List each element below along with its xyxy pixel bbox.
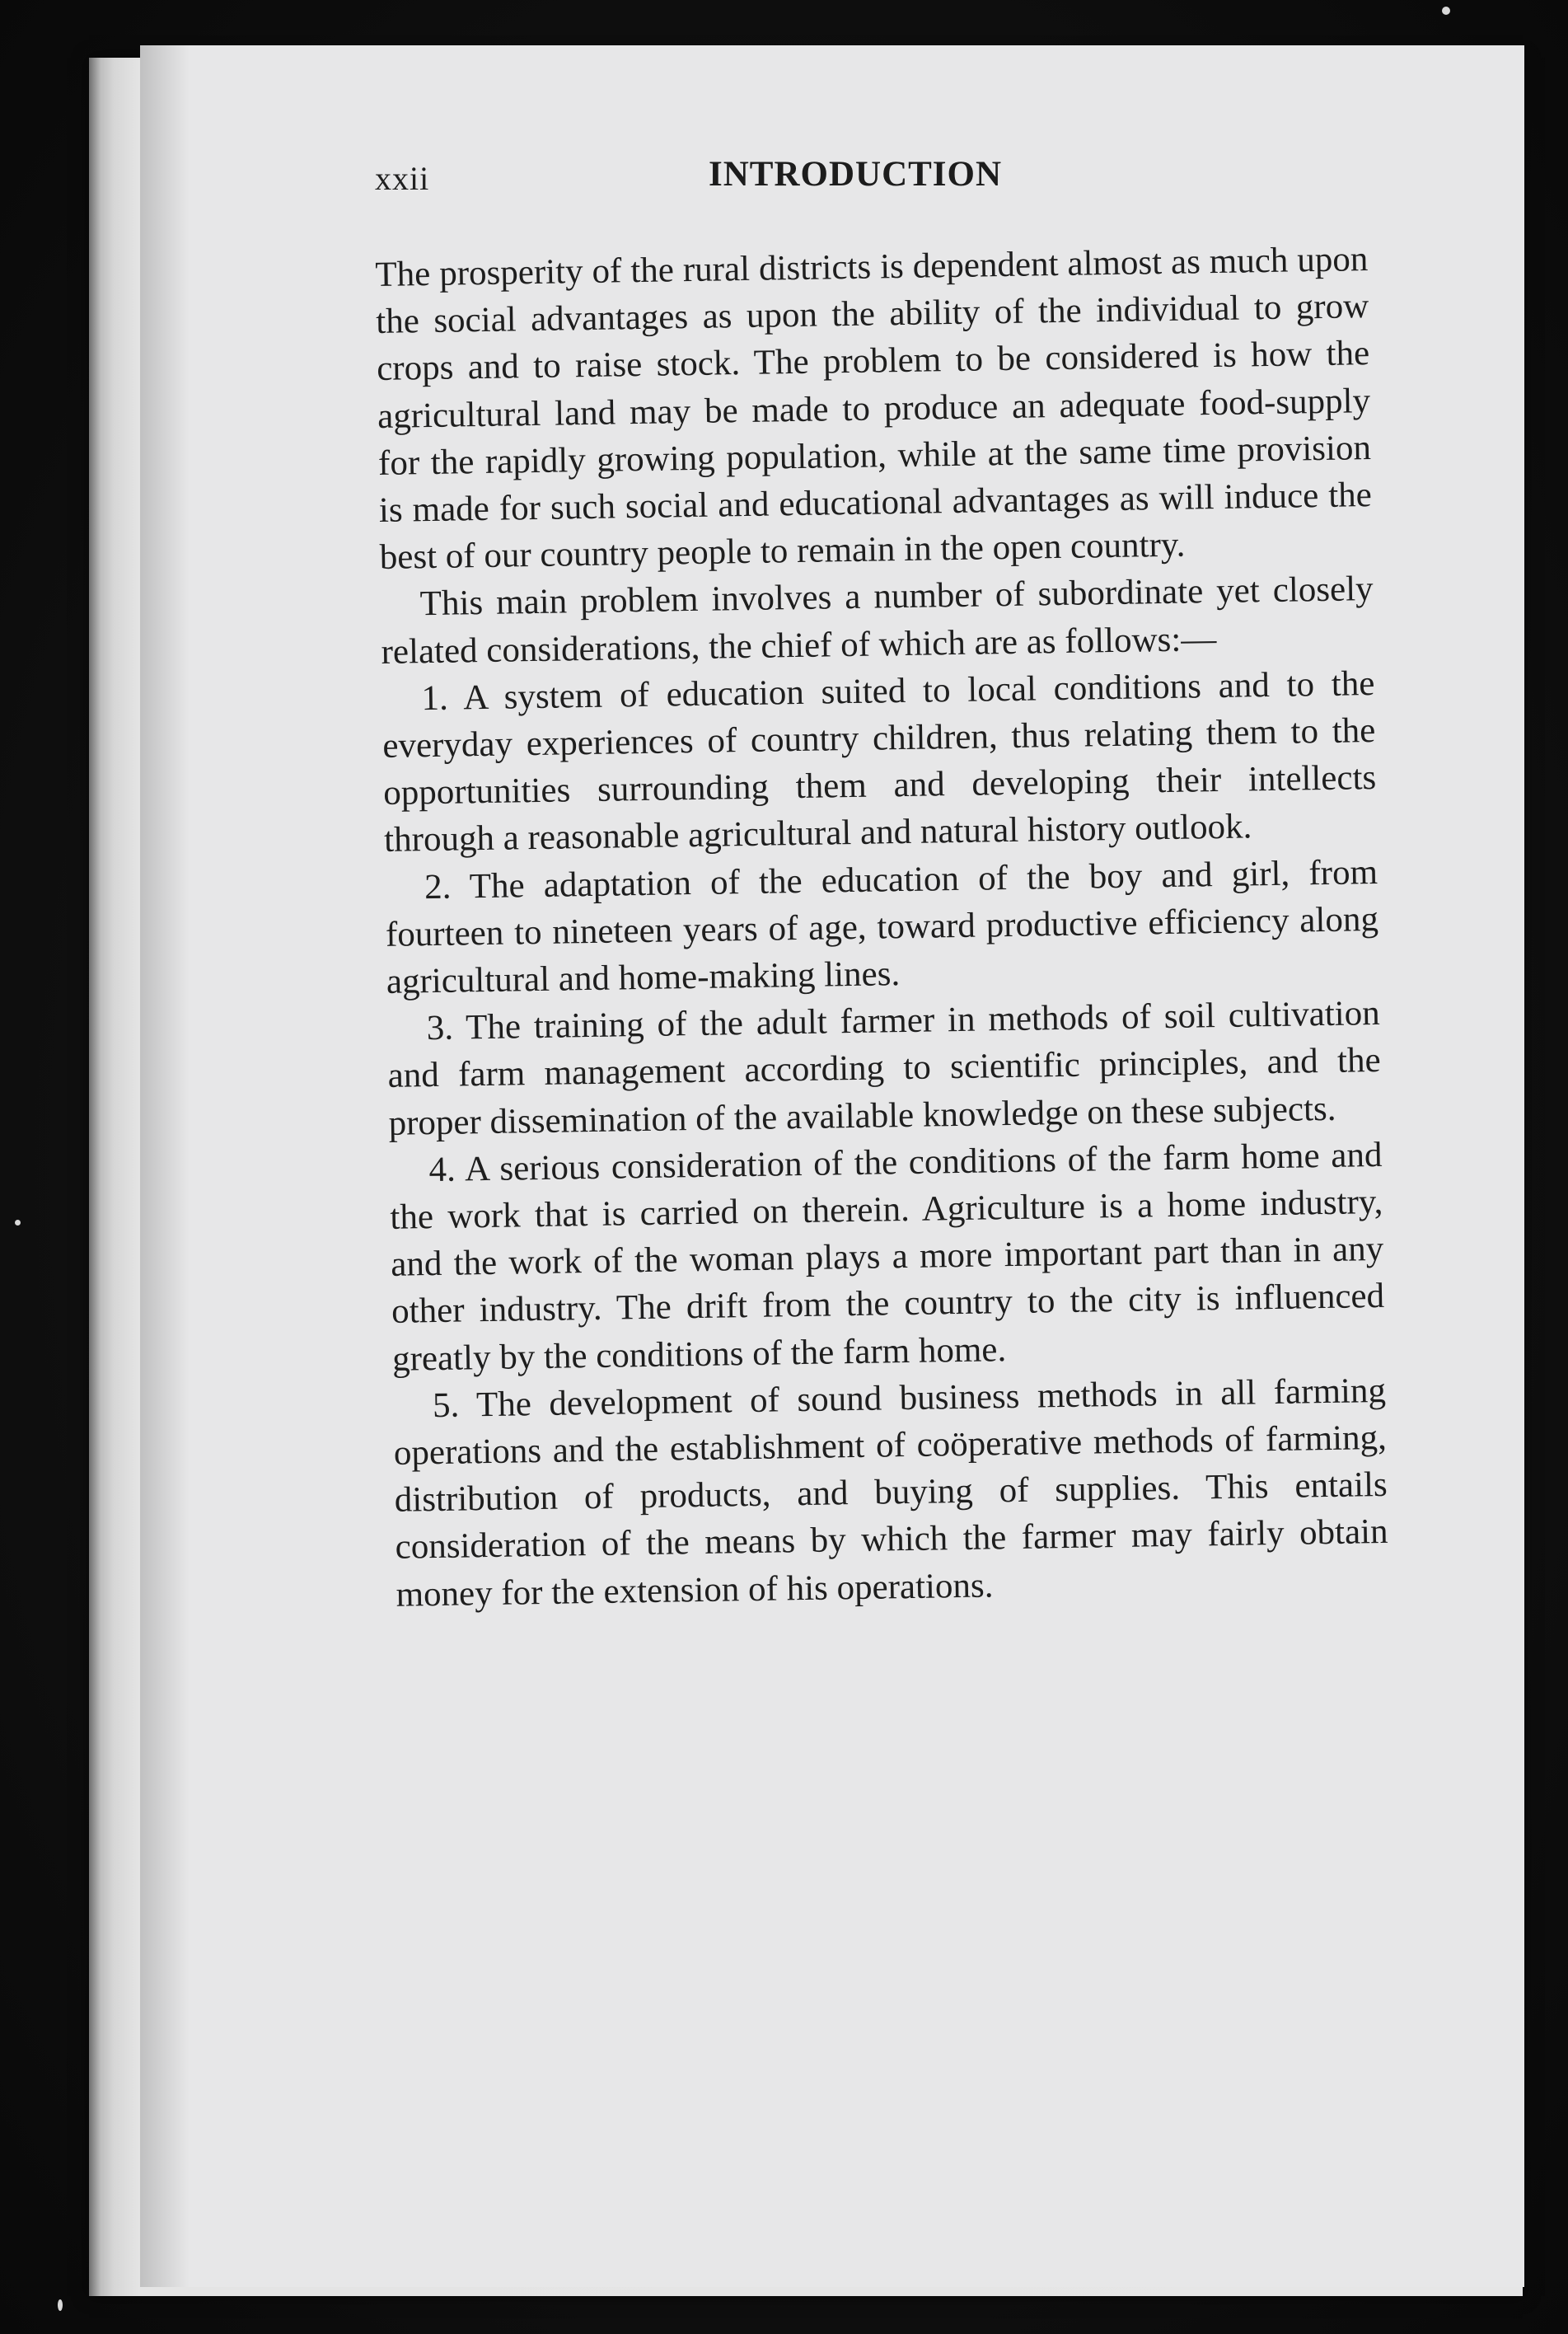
list-item-5: 5. The development of sound business methods in all farming operations and the establishment of coöperative methods of farming, distribution of products, and buying of supplies. This entails consideration of the means by which the farmer may fairly obtain money for the extension of his operations.	[393, 1371, 1388, 1615]
list-item-3: 3. The training of the adult farmer in methods of soil cultivation and farm management according to scientific principles, and the proper dissemination of the available knowledge on these subjects.	[387, 994, 1381, 1143]
list-item-2: 2. The adaptation of the education of the boy and girl, from fourteen to nineteen years of age, toward productive efficiency along agricultural and home-making lines.	[385, 852, 1379, 1001]
running-head: INTRODUCTION	[709, 155, 1003, 194]
page-number: xxii	[375, 160, 430, 197]
page-header	[375, 144, 1158, 202]
dust-speck	[15, 1220, 21, 1226]
page-body	[375, 236, 1389, 1619]
dust-speck	[1442, 7, 1450, 15]
dust-speck	[58, 2299, 63, 2311]
list-item-1: 1. A system of education suited to local conditions and to the everyday experiences of country children, thus relating them to the opportunities surrounding them and developing their intellects through a reasonable agricultural and natural history outlook.	[382, 663, 1377, 860]
list-item-4: 4. A serious consideration of the conditions of the farm home and the work that is carried on therein. Agriculture is a home industry, and the work of the woman plays a more important part than in any other industry. The drift from the country to the city is influenced greatly by the conditions of the farm home.	[390, 1135, 1385, 1379]
paragraph-main-problem: This main problem involves a number of subordinate yet closely related considerations, the chief of which are as follows:—	[381, 569, 1374, 672]
paragraph-prosperity: The prosperity of the rural districts is dependent almost as much upon the social advantages as upon the ability of the individual to grow crops and to raise stock. The problem to be considered is how the agricultural land may be made to produce an adequate food-supply for the rapidly growing population, while at the same time provision is made for such social and educational advantages as will induce the best of our country people to remain in the open country.	[375, 240, 1373, 578]
